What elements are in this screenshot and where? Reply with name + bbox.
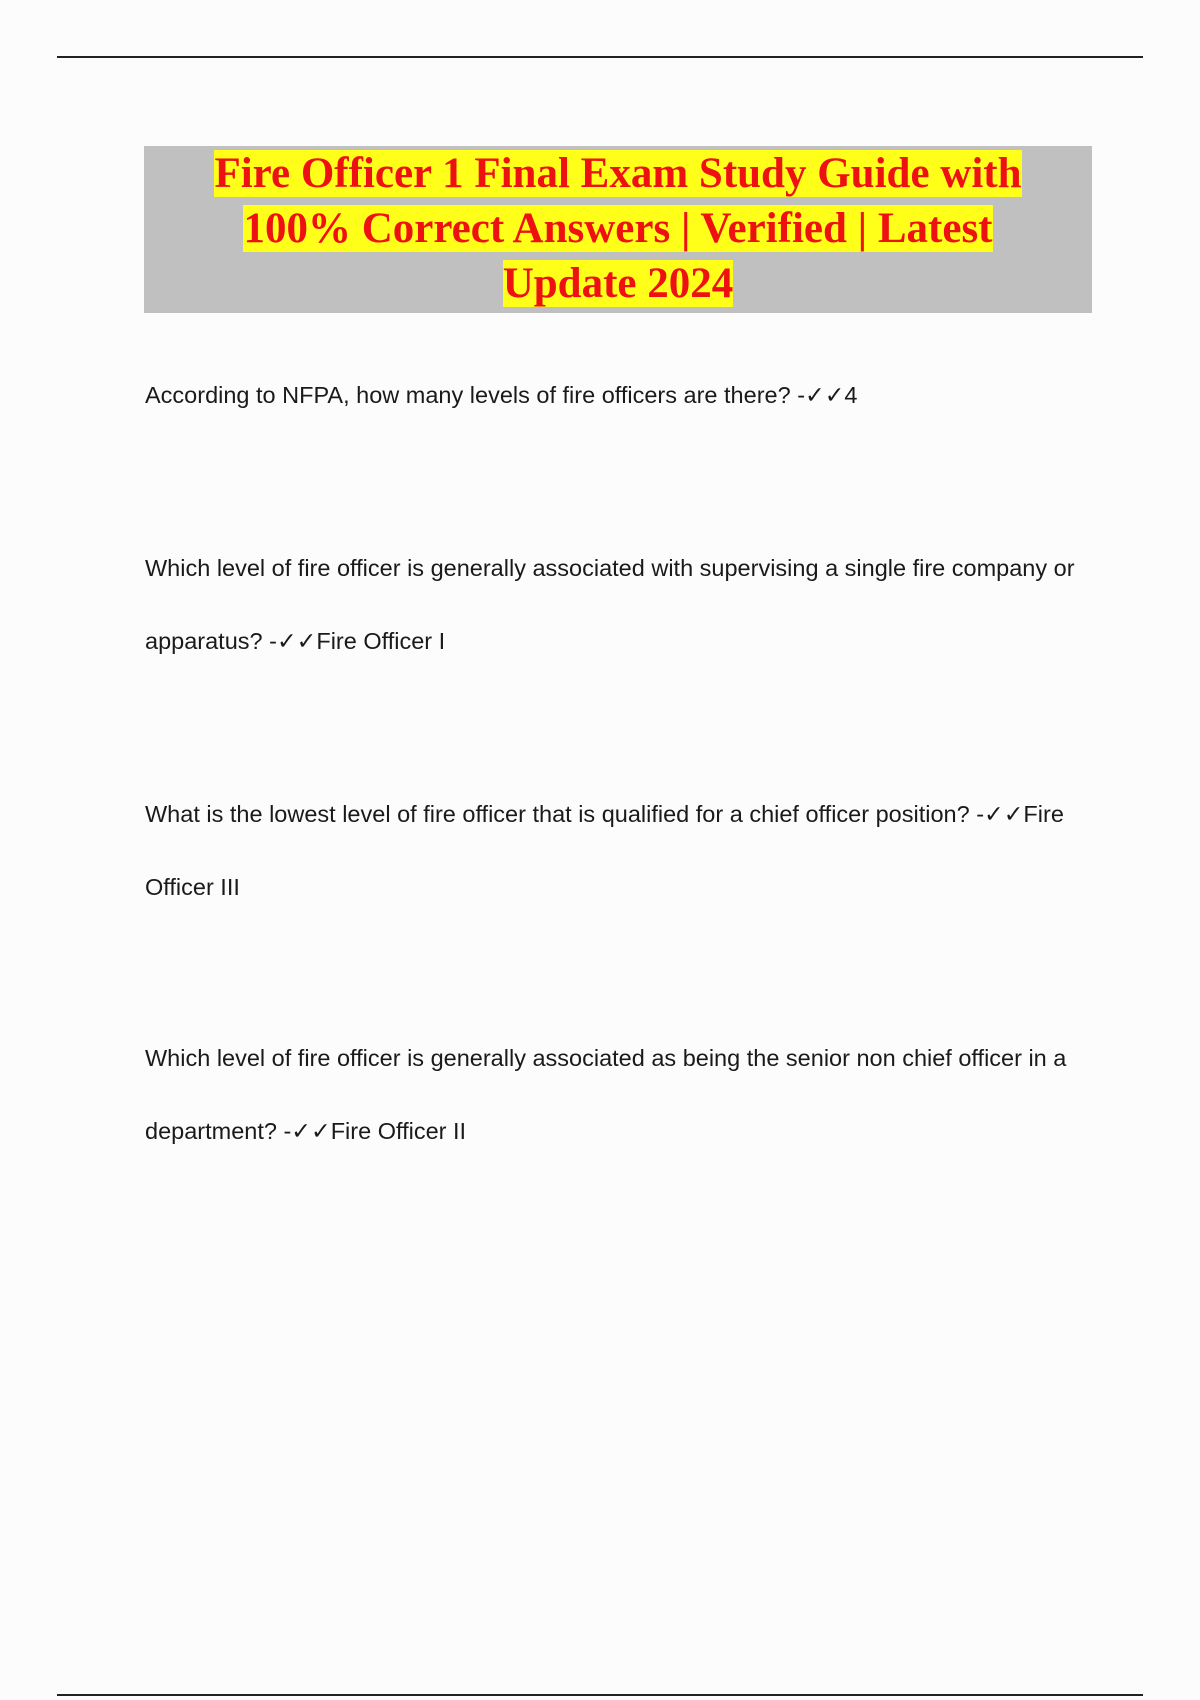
qa-item-4 [145, 1022, 1105, 1168]
answer-checkmarks: -✓✓ [797, 382, 845, 408]
title-banner [144, 146, 1092, 313]
question-text: What is the lowest level of fire officer that is qualified for a chief officer position? [145, 801, 970, 827]
answer-checkmarks: -✓✓ [269, 628, 317, 654]
answer-text: 4 [844, 382, 858, 408]
footer-rule [57, 1694, 1143, 1696]
title-line-3: Update 2024 [502, 260, 734, 307]
answer-text: Fire Officer I [316, 628, 446, 654]
question-text: According to NFPA, how many levels of fire officers are there? [145, 382, 791, 408]
question-text: Which level of fire officer is generally associated with supervising a single fire company or apparatus? [145, 555, 1075, 654]
qa-item-1 [145, 359, 1105, 432]
answer-text: Fire Officer II [330, 1118, 467, 1144]
answer-text: Fire Officer III [145, 801, 1064, 900]
answer-checkmarks: -✓✓ [976, 801, 1024, 827]
answer-checkmarks: -✓✓ [283, 1118, 331, 1144]
qa-item-2 [145, 532, 1105, 678]
header-rule [57, 56, 1143, 58]
title-line-2: 100% Correct Answers | Verified | Latest [243, 205, 993, 252]
title-line-1: Fire Officer 1 Final Exam Study Guide with [214, 150, 1022, 197]
question-text: Which level of fire officer is generally associated as being the senior non chief officer in a department? [145, 1045, 1067, 1144]
qa-item-3 [145, 778, 1105, 924]
document-title [144, 146, 1092, 311]
